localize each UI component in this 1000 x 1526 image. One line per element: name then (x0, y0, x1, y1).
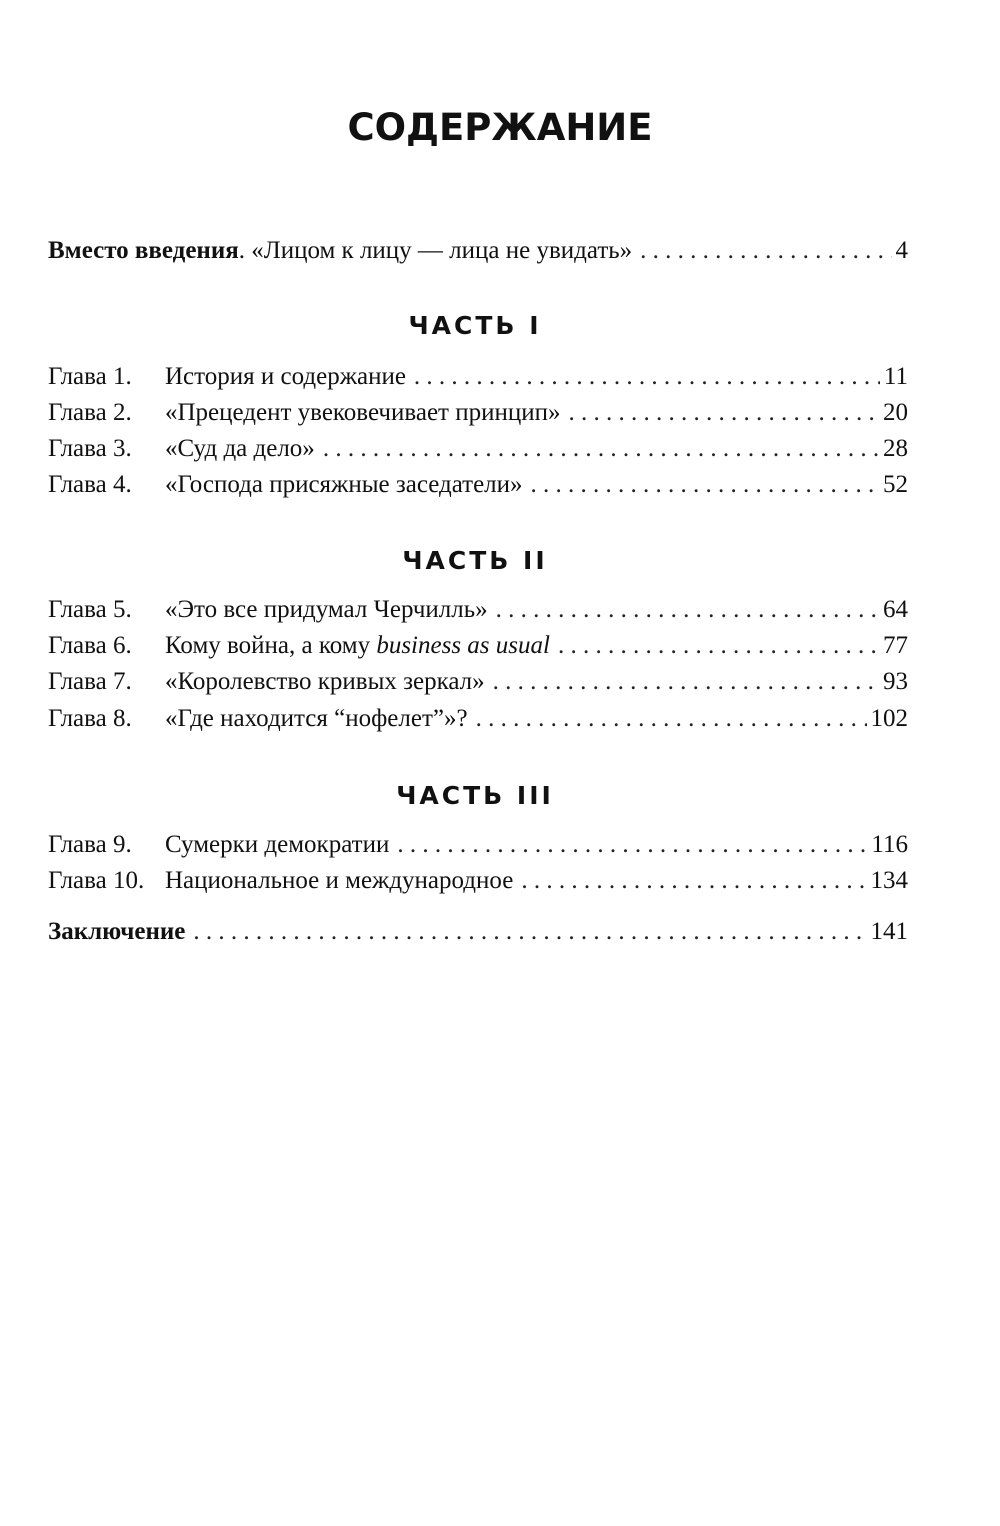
chapter-label: Глава 9. (48, 831, 132, 858)
page-number: 141 (870, 918, 908, 945)
toc-entry-chapter-3[interactable] (48, 431, 908, 467)
chapter-title-italic: business as usual (376, 632, 550, 659)
page-number: 77 (883, 632, 908, 659)
toc-entry-chapter-7[interactable] (48, 664, 908, 700)
leader-dots (193, 914, 866, 950)
leader-dots (397, 827, 867, 863)
intro-label: Вместо введения (48, 237, 239, 264)
page-number: 116 (871, 831, 908, 858)
toc-entry-conclusion[interactable] (48, 914, 908, 950)
chapter-title: «Господа присяжные заседатели» (165, 471, 523, 498)
intro-title: . «Лицом к лицу — лица не увидать» (238, 237, 633, 264)
part-heading-3: ЧАСТЬ III (396, 781, 554, 810)
toc-entry-chapter-9[interactable] (48, 827, 908, 863)
toc-entry-chapter-5[interactable] (48, 592, 908, 628)
page-number: 102 (870, 705, 908, 732)
page-number: 64 (883, 596, 908, 623)
toc-entry-title (48, 233, 632, 269)
conclusion-label: Заключение (48, 918, 186, 945)
chapter-title: «Прецедент увековечивает принцип» (165, 399, 561, 426)
leader-dots (414, 359, 880, 395)
toc-entry-intro[interactable] (48, 233, 908, 269)
chapter-title: «Королевство кривых зеркал» (165, 668, 485, 695)
leader-dots (531, 467, 879, 503)
leader-dots (476, 701, 867, 737)
page-number: 4 (895, 237, 908, 264)
leader-dots (323, 431, 879, 467)
page-number: 28 (883, 435, 908, 462)
chapter-title: «Суд да дело» (165, 435, 315, 462)
chapter-title: «Где находится “нофелет”»? (165, 705, 468, 732)
chapter-title: Сумерки демократии (165, 831, 390, 858)
leader-dots (558, 628, 879, 664)
toc-entry-chapter-6[interactable] (48, 628, 908, 664)
chapter-title: Национальное и международное (165, 867, 514, 894)
page-title: СОДЕРЖАНИЕ (347, 106, 653, 149)
toc-entry-chapter-2[interactable] (48, 395, 908, 431)
chapter-title (165, 628, 550, 664)
toc-entry-chapter-4[interactable] (48, 467, 908, 503)
page-number: 134 (870, 867, 908, 894)
leader-dots (640, 233, 891, 269)
chapter-label: Глава 1. (48, 363, 132, 390)
leader-dots (521, 863, 866, 899)
chapter-label: Глава 7. (48, 668, 132, 695)
leader-dots (569, 395, 880, 431)
page-number: 11 (883, 363, 908, 390)
chapter-label: Глава 10. (48, 867, 145, 894)
toc-entry-chapter-1[interactable] (48, 359, 908, 395)
toc-entry-chapter-8[interactable] (48, 701, 908, 737)
page-number: 20 (883, 399, 908, 426)
leader-dots (496, 592, 879, 628)
chapter-title: «Это все придумал Черчилль» (165, 596, 488, 623)
chapter-title-prefix: Кому война, а кому (165, 632, 377, 659)
toc-entry-chapter-10[interactable] (48, 863, 908, 899)
page-number: 52 (883, 471, 908, 498)
chapter-label: Глава 5. (48, 596, 132, 623)
chapter-label: Глава 2. (48, 399, 132, 426)
part-heading-1: ЧАСТЬ I (408, 311, 542, 340)
chapter-title: История и содержание (165, 363, 406, 390)
chapter-label: Глава 3. (48, 435, 132, 462)
leader-dots (493, 664, 879, 700)
chapter-label: Глава 8. (48, 705, 132, 732)
page-number: 93 (883, 668, 908, 695)
chapter-label: Глава 6. (48, 632, 132, 659)
part-heading-2: ЧАСТЬ II (402, 546, 548, 575)
chapter-label: Глава 4. (48, 471, 132, 498)
